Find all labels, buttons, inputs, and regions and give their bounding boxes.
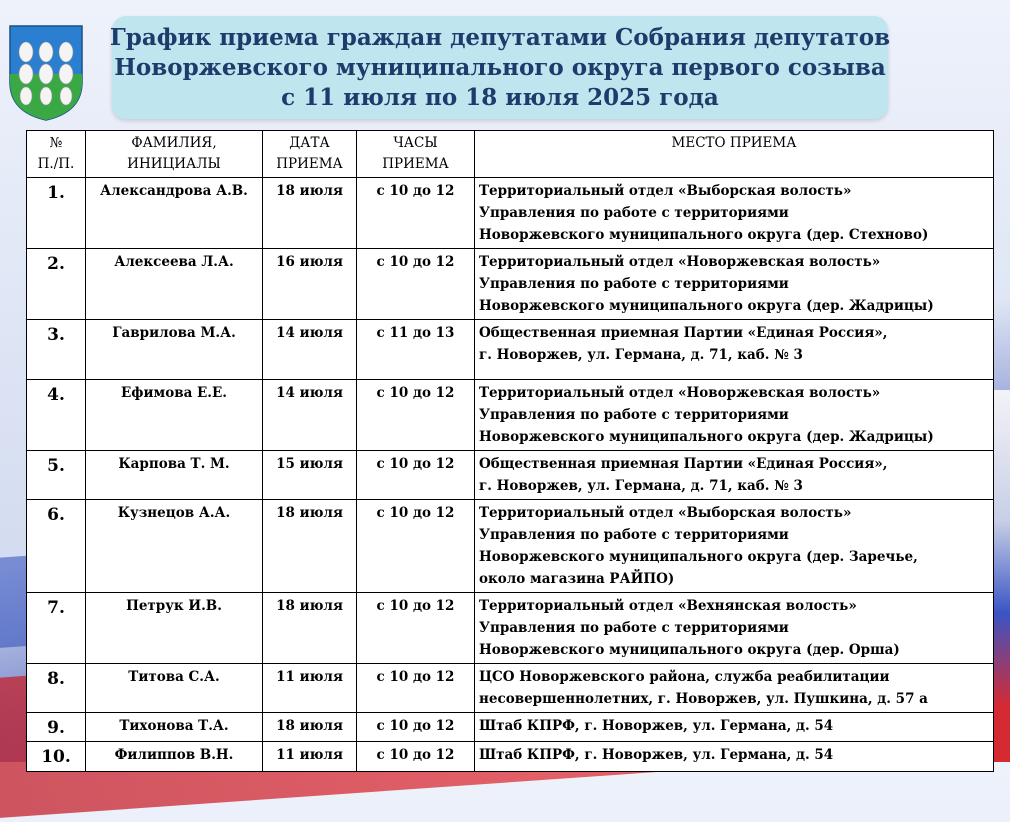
table-row — [27, 713, 994, 742]
place-line: Территориальный отдел «Вехнянская волость» — [479, 598, 857, 614]
row-date: 18 июля — [263, 500, 357, 593]
row-place — [475, 664, 994, 713]
row-number: 2. — [27, 249, 86, 320]
place-line: Новоржевского муниципального округа (дер. Заречье, — [479, 549, 918, 565]
place-line: Управления по работе с территориями — [479, 527, 789, 543]
row-date: 15 июля — [263, 451, 357, 500]
row-hours: с 10 до 12 — [357, 664, 475, 713]
row-number: 1. — [27, 178, 86, 249]
row-number: 3. — [27, 320, 86, 380]
row-hours: с 11 до 13 — [357, 320, 475, 380]
row-number: 4. — [27, 380, 86, 451]
row-hours: с 10 до 12 — [357, 451, 475, 500]
place-line: Штаб КПРФ, г. Новоржев, ул. Германа, д. 54 — [479, 718, 834, 734]
header-date: ДАТА ПРИЕМА — [263, 131, 357, 178]
reception-schedule-table — [26, 130, 994, 772]
row-place — [475, 178, 994, 249]
place-line: Управления по работе с территориями — [479, 620, 789, 636]
place-line: Управления по работе с территориями — [479, 276, 789, 292]
title-line-3: с 11 июля по 18 июля 2025 года — [281, 83, 719, 111]
place-line: Территориальный отдел «Выборская волость» — [479, 183, 852, 199]
page-title — [109, 16, 891, 119]
table-row — [27, 380, 994, 451]
row-hours: с 10 до 12 — [357, 380, 475, 451]
place-line: Новоржевского муниципального округа (дер. Орша) — [479, 642, 900, 658]
row-place — [475, 713, 994, 742]
table-row — [27, 500, 994, 593]
coat-of-arms-icon — [6, 22, 86, 122]
table-row — [27, 249, 994, 320]
table-row — [27, 593, 994, 664]
row-date: 18 июля — [263, 178, 357, 249]
row-date: 14 июля — [263, 320, 357, 380]
header-num: № П./П. — [27, 131, 86, 178]
row-place — [475, 500, 994, 593]
table-row — [27, 320, 994, 380]
place-line: Управления по работе с территориями — [479, 205, 789, 221]
title-line-1: График приема граждан депутатами Собрания депутатов — [109, 23, 891, 51]
row-hours: с 10 до 12 — [357, 249, 475, 320]
header-name: ФАМИЛИЯ, ИНИЦИАЛЫ — [86, 131, 263, 178]
place-line: Территориальный отдел «Новоржевская волость» — [479, 254, 881, 270]
row-date: 11 июля — [263, 664, 357, 713]
table-row — [27, 742, 994, 772]
row-number: 10. — [27, 742, 86, 772]
row-number: 6. — [27, 500, 86, 593]
row-hours: с 10 до 12 — [357, 178, 475, 249]
table-row — [27, 178, 994, 249]
row-number: 9. — [27, 713, 86, 742]
header-place: МЕСТО ПРИЕМА — [475, 131, 994, 178]
row-name: Гаврилова М.А. — [86, 320, 263, 380]
header-hours: ЧАСЫ ПРИЕМА — [357, 131, 475, 178]
table-row — [27, 451, 994, 500]
place-line: Новоржевского муниципального округа (дер. Стехново) — [479, 227, 929, 243]
place-line: Новоржевского муниципального округа (дер. Жадрицы) — [479, 429, 934, 445]
row-hours: с 10 до 12 — [357, 500, 475, 593]
place-line: Управления по работе с территориями — [479, 407, 789, 423]
table-header-row — [27, 131, 994, 178]
place-line: г. Новоржев, ул. Германа, д. 71, каб. № 3 — [479, 347, 803, 363]
place-line: несовершеннолетних, г. Новоржев, ул. Пушкина, д. 57 а — [479, 691, 928, 707]
place-line: Общественная приемная Партии «Единая Россия», — [479, 456, 888, 472]
row-place — [475, 380, 994, 451]
row-name: Петрук И.В. — [86, 593, 263, 664]
row-date: 18 июля — [263, 593, 357, 664]
row-hours: с 10 до 12 — [357, 742, 475, 772]
row-hours: с 10 до 12 — [357, 713, 475, 742]
row-date: 11 июля — [263, 742, 357, 772]
row-hours: с 10 до 12 — [357, 593, 475, 664]
place-line: ЦСО Новоржевского района, служба реабилитации — [479, 669, 890, 685]
row-name: Тихонова Т.А. — [86, 713, 263, 742]
place-line: Штаб КПРФ, г. Новоржев, ул. Германа, д. 54 — [479, 747, 834, 763]
row-name: Александрова А.В. — [86, 178, 263, 249]
row-name: Кузнецов А.А. — [86, 500, 263, 593]
row-name: Титова С.А. — [86, 664, 263, 713]
row-name: Филиппов В.Н. — [86, 742, 263, 772]
row-number: 8. — [27, 664, 86, 713]
place-line: Новоржевского муниципального округа (дер. Жадрицы) — [479, 298, 934, 314]
row-name: Карпова Т. М. — [86, 451, 263, 500]
row-date: 16 июля — [263, 249, 357, 320]
row-place — [475, 742, 994, 772]
row-name: Ефимова Е.Е. — [86, 380, 263, 451]
place-line: Территориальный отдел «Выборская волость» — [479, 505, 852, 521]
table-row — [27, 664, 994, 713]
row-place — [475, 593, 994, 664]
place-line: Территориальный отдел «Новоржевская волость» — [479, 385, 881, 401]
row-number: 5. — [27, 451, 86, 500]
row-date: 18 июля — [263, 713, 357, 742]
title-line-2: Новоржевского муниципального округа первого созыва — [114, 53, 886, 81]
row-name: Алексеева Л.А. — [86, 249, 263, 320]
row-place — [475, 320, 994, 380]
place-line: г. Новоржев, ул. Германа, д. 71, каб. № 3 — [479, 478, 803, 494]
place-line: Общественная приемная Партии «Единая Россия», — [479, 325, 888, 341]
row-date: 14 июля — [263, 380, 357, 451]
row-place — [475, 249, 994, 320]
row-place — [475, 451, 994, 500]
row-number: 7. — [27, 593, 86, 664]
place-line: около магазина РАЙПО) — [479, 571, 675, 587]
